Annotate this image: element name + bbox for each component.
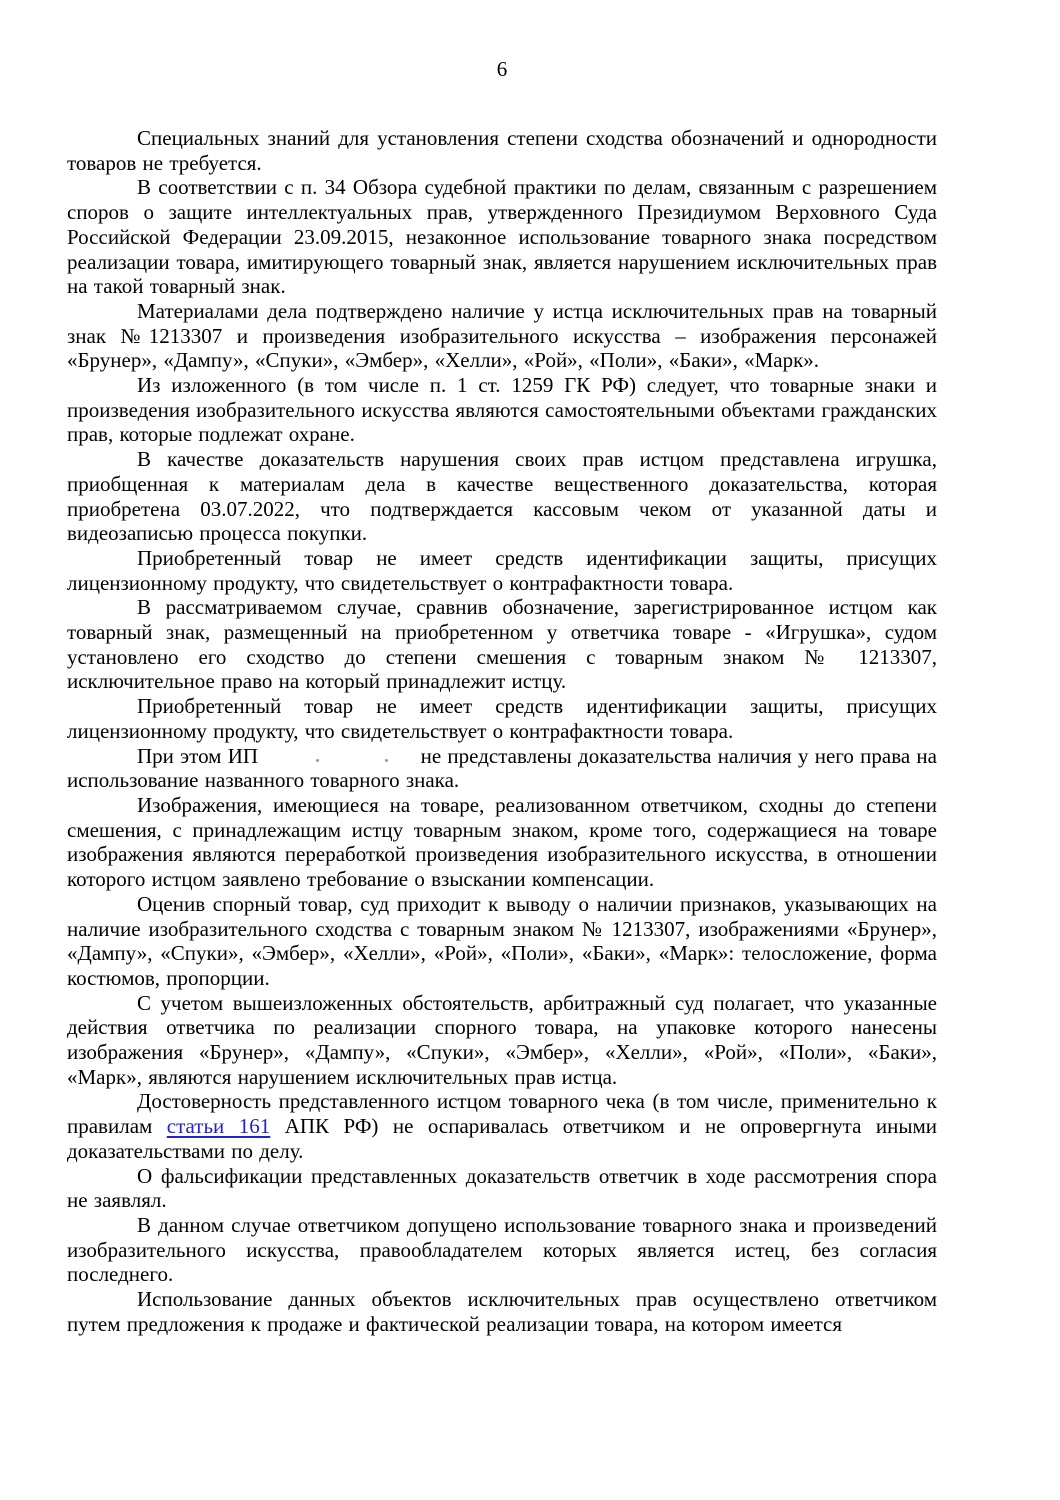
paragraph-7: В рассматриваемом случае, сравнив обозначение, зарегистрированное истцом как товарный знак, размещенный на приобретенном у ответчика товаре - «Игрушка», судом установлено его сходство до степени смешения с товарным знаком № 1213307, исключительное право на который принадлежит истцу. bbox=[67, 595, 937, 694]
paragraph-12: С учетом вышеизложенных обстоятельств, арбитражный суд полагает, что указанные действия ответчика по реализации спорного товара, на упаковке которого нанесены изображения «Брунер», «Дампу», «Спуки», «Эмбер», «Хелли», «Рой», «Поли», «Баки», «Марк», являются нарушением исключительных прав истца. bbox=[67, 990, 937, 1089]
paragraph-1: Специальных знаний для установления степени сходства обозначений и однородности товаров не требуется. bbox=[67, 126, 937, 175]
document-body bbox=[67, 126, 937, 1336]
paragraph-13: Достоверность представленного истцом товарного чека (в том числе, применительно к правилам статьи 161 АПК РФ) не оспаривалась ответчиком и не опровергнута иными доказательствами по делу. bbox=[67, 1089, 937, 1163]
paragraph-9: При этом ИП не представлены доказательства наличия у него права на использование названного товарного знака. bbox=[67, 743, 937, 793]
page-content bbox=[67, 0, 937, 1336]
paragraph-11: Оценив спорный товар, суд приходит к выводу о наличии признаков, указывающих на наличие изобразительного сходства с товарным знаком № 1213307, изображениями «Брунер», «Дампу», «Спуки», «Эмбер», «Хелли», «Рой», «Поли», «Баки», «Марк»: телосложение, форма костюмов, пропорции. bbox=[67, 891, 937, 990]
statute-161-link[interactable]: статьи 161 bbox=[166, 1114, 271, 1139]
page-number: 6 bbox=[496, 57, 508, 81]
paragraph-5: В качестве доказательств нарушения своих прав истцом представлена игрушка, приобщенная к материалам дела в качестве вещественного доказательства, которая приобретена 03.07.2022, что подтверждается кассовым чеком от указанной даты и видеозаписью процесса покупки. bbox=[67, 447, 937, 546]
paragraph-8: Приобретенный товар не имеет средств идентификации защиты, присущих лицензионному продукту, что свидетельствует о контрафактности товара. bbox=[67, 694, 937, 743]
paragraph-3: Материалами дела подтверждено наличие у истца исключительных прав на товарный знак №1213307 и произведения изобразительного искусства – изображения персонажей «Брунер», «Дампу», «Спуки», «Эмбер», «Хелли», «Рой», «Поли», «Баки», «Марк». bbox=[67, 298, 937, 373]
paragraph-16: Использование данных объектов исключительных прав осуществлено ответчиком путем предложения к продаже и фактической реализации товара, на котором имеется bbox=[67, 1287, 937, 1336]
paragraph-6: Приобретенный товар не имеет средств идентификации защиты, присущих лицензионному продукту, что свидетельствует о контрафактности товара. bbox=[67, 545, 937, 595]
paragraph-14: О фальсификации представленных доказательств ответчик в ходе рассмотрения спора не заявлял. bbox=[67, 1163, 937, 1213]
redacted-name bbox=[264, 761, 414, 763]
paragraph-15: В данном случае ответчиком допущено использование товарного знака и произведений изобразительного искусства, правообладателем которых является истец, без согласия последнего. bbox=[67, 1212, 937, 1287]
paragraph-4: Из изложенного (в том числе п. 1 ст. 1259 ГК РФ) следует, что товарные знаки и произведения изобразительного искусства являются самостоятельными объектами гражданских прав, которые подлежат охране. bbox=[67, 373, 937, 447]
paragraph-10: Изображения, имеющиеся на товаре, реализованном ответчиком, сходны до степени смешения, с принадлежащим истцу товарным знаком, кроме того, содержащиеся на товаре изображения являются переработкой произведения изобразительного искусства, в отношении которого истцом заявлено требование о взыскании компенсации. bbox=[67, 792, 937, 892]
paragraph-2: В соответствии с п. 34 Обзора судебной практики по делам, связанным с разрешением споров о защите интеллектуальных прав, утвержденного Президиумом Верховного Суда Российской Федерации 23.09.2015, незаконное использование товарного знака посредством реализации товара, имитирующего товарный знак, является нарушением исключительных прав на такой товарный знак. bbox=[67, 175, 937, 299]
